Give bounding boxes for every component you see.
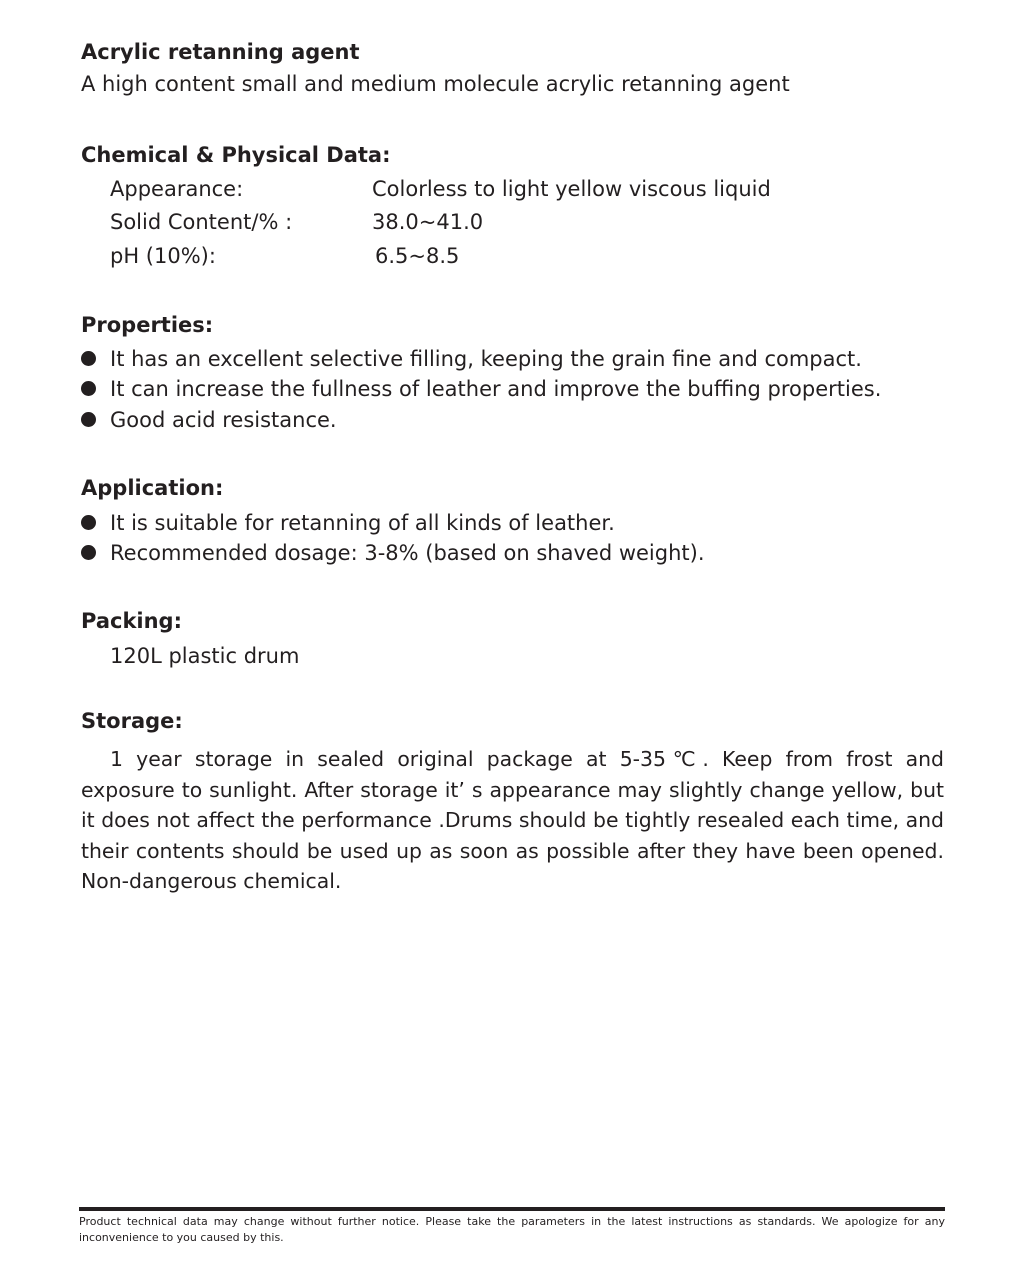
ph-value: 6.5~8.5	[375, 244, 460, 268]
ph-row	[110, 244, 459, 268]
appearance-value: Colorless to light yellow viscous liquid	[372, 177, 771, 201]
solid-content-label: Solid Content/% :	[110, 210, 293, 234]
product-title: Acrylic retanning agent	[81, 40, 360, 64]
bullet-icon	[81, 412, 96, 427]
solid-content-value: 38.0~41.0	[372, 210, 484, 234]
bullet-icon	[81, 351, 96, 366]
properties-item: It can increase the fullness of leather and improve the buffing properties.	[81, 377, 881, 401]
packing-text: 120L plastic drum	[110, 644, 300, 668]
footer-divider	[79, 1207, 945, 1211]
bullet-icon	[81, 381, 96, 396]
packing-heading: Packing:	[81, 609, 182, 633]
properties-item: Good acid resistance.	[81, 408, 337, 432]
appearance-label: Appearance:	[110, 177, 244, 201]
properties-item: It has an excellent selective filling, keeping the grain fine and compact.	[81, 347, 862, 371]
storage-heading: Storage:	[81, 709, 183, 733]
footer-notice: Product technical data may change without further notice. Please take the parameters in the latest instructions as standards. We apologize for any inconvenience to you caused by this.	[79, 1215, 945, 1244]
solid-content-row	[110, 210, 483, 234]
product-subtitle: A high content small and medium molecule acrylic retanning agent	[81, 72, 790, 96]
application-heading: Application:	[81, 476, 224, 500]
bullet-icon	[81, 515, 96, 530]
appearance-row	[110, 177, 771, 201]
properties-heading: Properties:	[81, 313, 214, 337]
application-item: It is suitable for retanning of all kinds of leather.	[81, 511, 615, 535]
chemical-data-heading: Chemical & Physical Data:	[81, 143, 391, 167]
ph-label: pH (10%):	[110, 244, 216, 268]
application-item: Recommended dosage: 3-8% (based on shaved weight).	[81, 541, 705, 565]
storage-text: 1 year storage in sealed original package at 5-35℃. Keep from frost and exposure to sunlight. After storage it’ s appearance may slightly change yellow, but it does not affect the performance .Drums should be tightly resealed each time, and their contents should be used up as soon as possible after they have been opened. Non-dangerous chemical.	[81, 747, 944, 893]
bullet-icon	[81, 545, 96, 560]
